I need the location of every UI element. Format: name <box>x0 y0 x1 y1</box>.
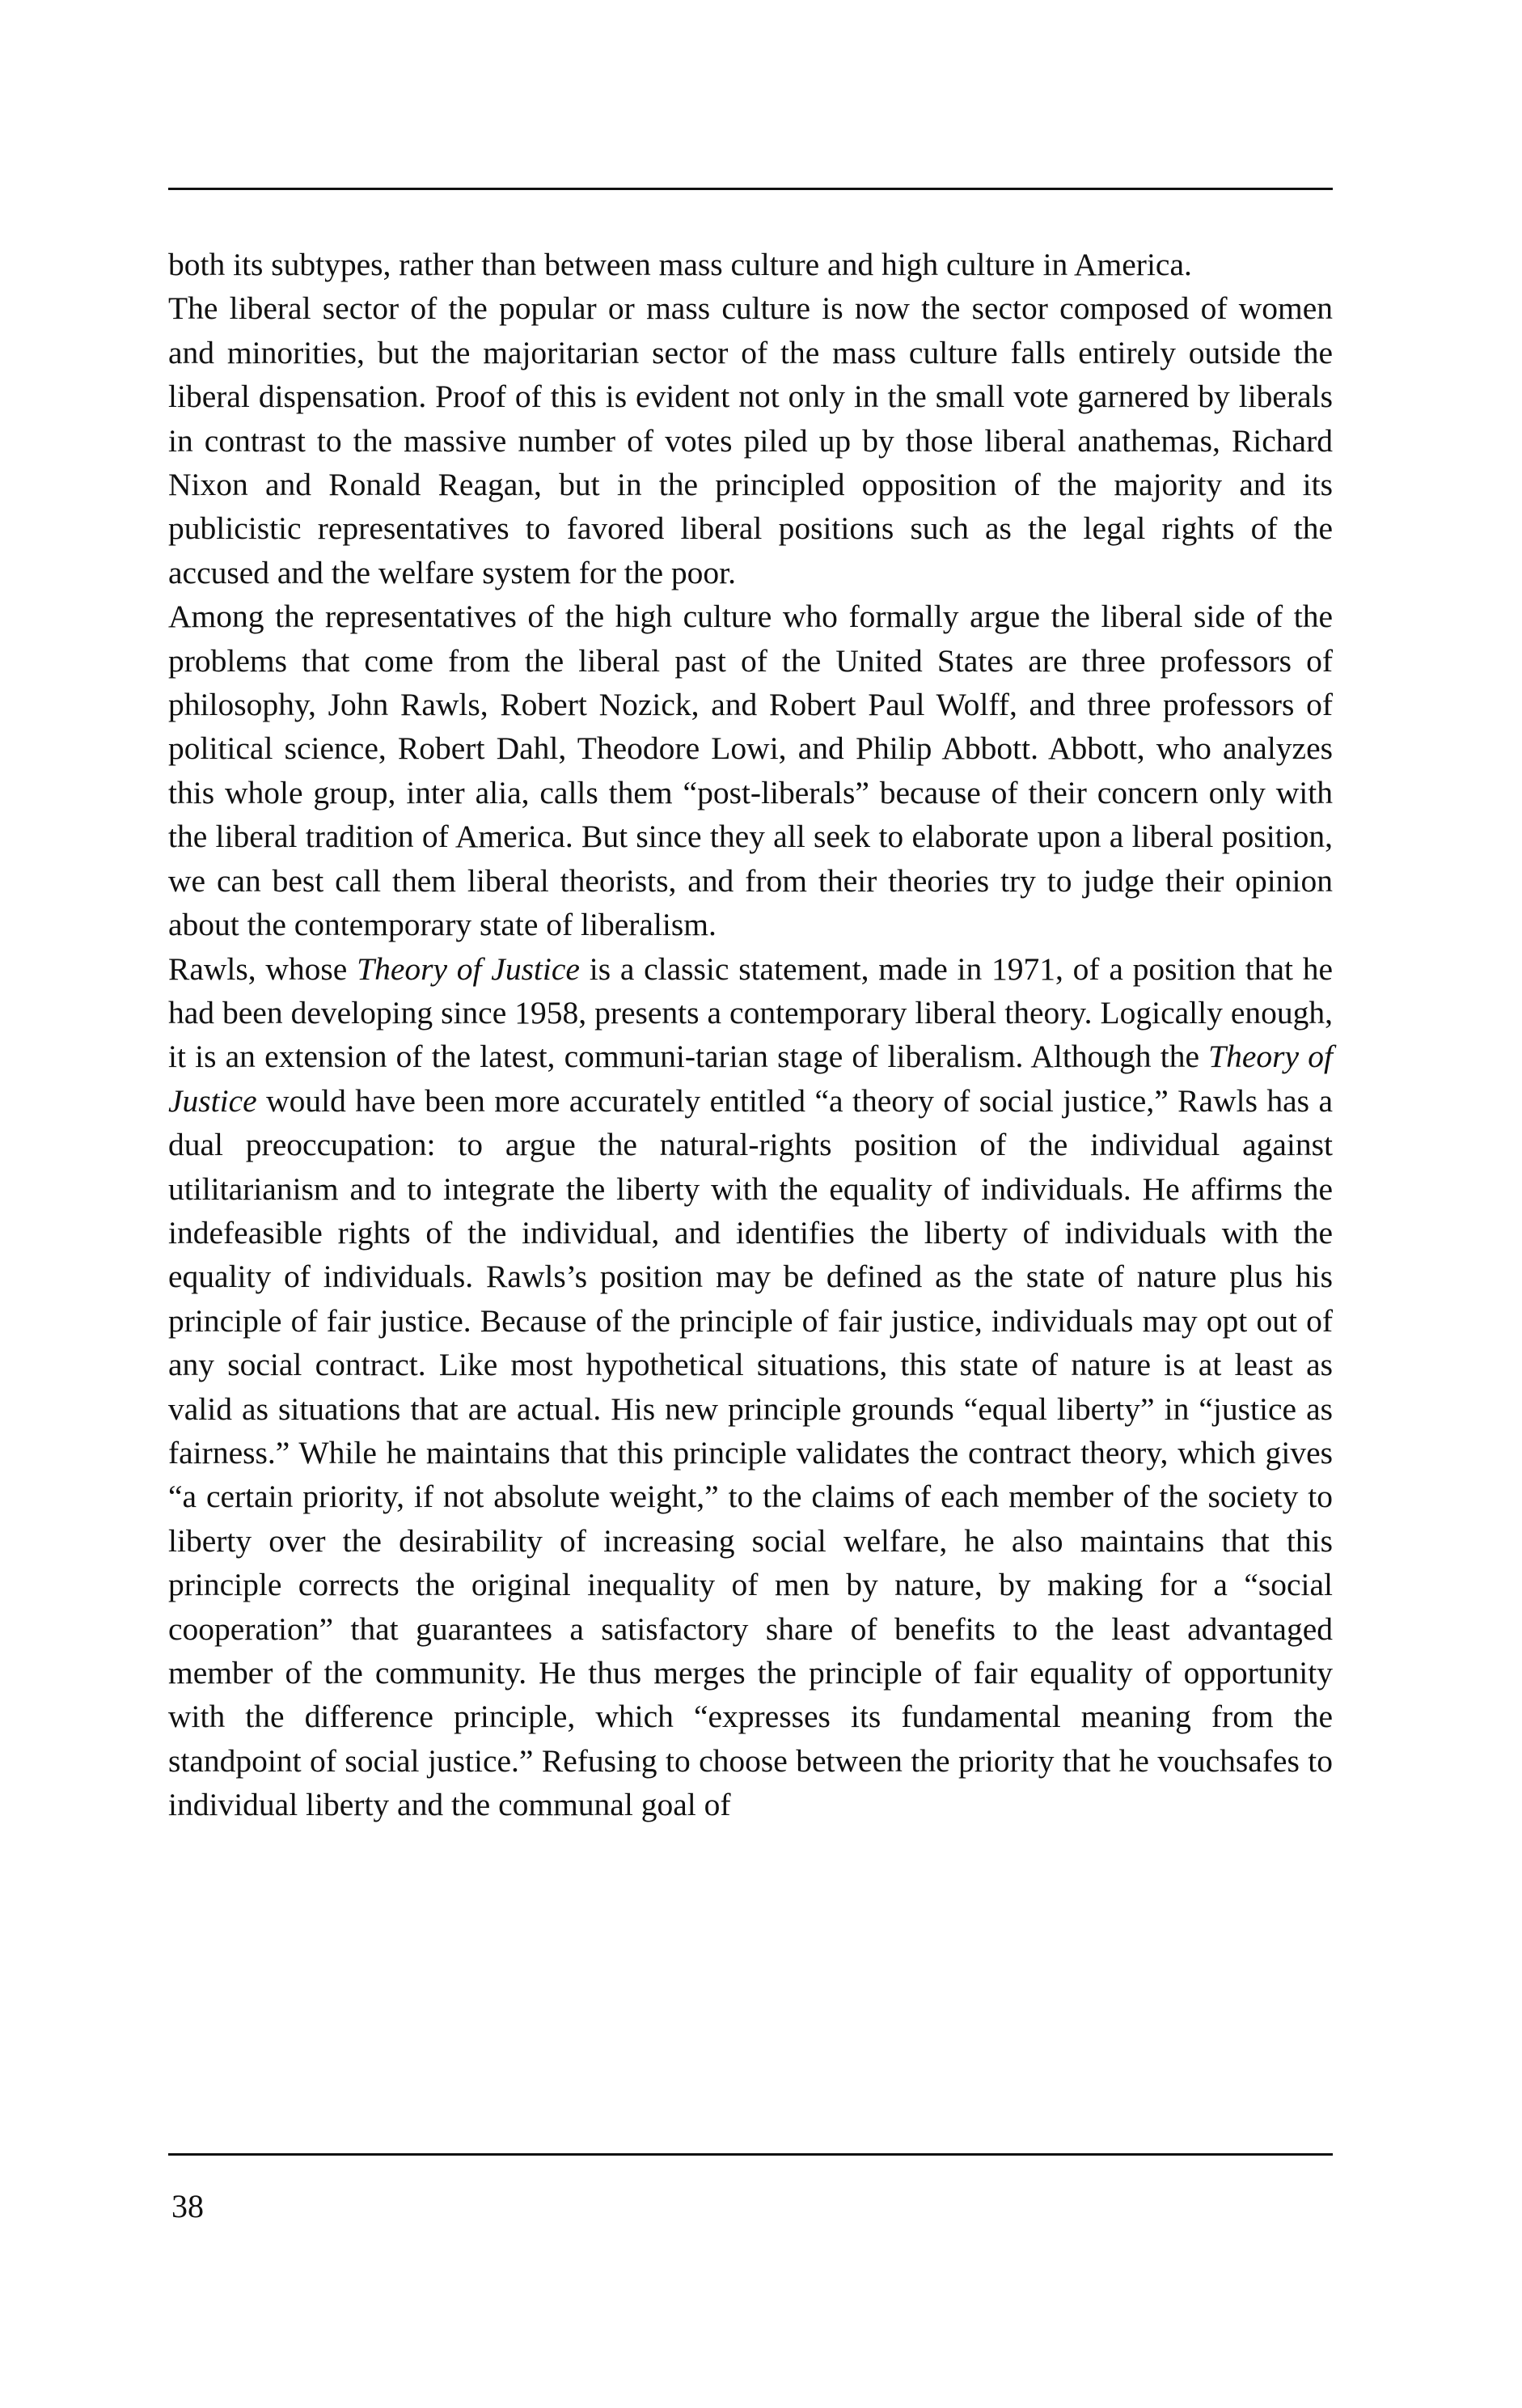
page-number: 38 <box>171 2188 204 2224</box>
paragraph-4-part-1: Rawls, whose <box>168 950 357 987</box>
book-title-italic-1: Theory of Justice <box>357 950 580 987</box>
paragraph-4-part-2: is a classic statement, made in 1971, of a position that he had been developing since 1958, presents a contemporary liberal theory. Logically enough, it is an extension of the latest, communi-tarian stage of liberalism. Although the <box>168 950 1333 1075</box>
body-text <box>168 243 1333 1827</box>
book-title-italic-2: Theory of Justice <box>168 1039 1333 1119</box>
paragraph-1: both its subtypes, rather than between mass culture and high culture in America. <box>168 247 1192 282</box>
paragraph-2: The liberal sector of the popular or mass culture is now the sector composed of women and minorities, but the majoritarian sector of the mass culture falls entirely outside the liberal dispensation. Proof of this is evident not only in the small vote garnered by liberals in contrast to the massive number of votes piled up by those liberal anathemas, Richard Nixon and Ronald Reagan, but in the principled opposition of the majority and its publicistic representatives to favored liberal positions such as the legal rights of the accused and the welfare system for the poor. <box>168 290 1333 590</box>
paragraph-4-part-3: would have been more accurately entitled “a theory of social justice,” Rawls has a dual preoccupation: to argue the natural-rights position of the individual against utilitarianism and to integrate the liberty with the equality of individuals. He affirms the indefeasible rights of the individual, and identifies the liberty of individuals with the equality of individuals. Rawls’s position may be defined as the state of nature plus his principle of fair justice. Because of the principle of fair justice, individuals may opt out of any social contract. Like most hypothetical situations, this state of nature is at least as valid as situations that are actual. His new principle grounds “equal liberty” in “justice as fairness.” While he maintains that this principle validates the contract theory, which gives “a certain priority, if not absolute weight,” to the claims of each member of the society to liberty over the desirability of increasing social welfare, he also maintains that this principle corrects the original inequality of men by nature, by making for a “social cooperation” that guarantees a satisfactory share of benefits to the least advantaged member of the community. He thus merges the principle of fair equality of opportunity with the difference principle, which “expresses its fundamental meaning from the standpoint of social justice.” Refusing to choose between the priority that he vouchsafes to individual liberty and the communal goal of <box>168 1082 1333 1823</box>
paragraph-4 <box>168 947 1333 1827</box>
bottom-rule <box>168 2153 1333 2156</box>
top-rule <box>168 188 1333 190</box>
paragraph-3: Among the representatives of the high culture who formally argue the liberal side of the problems that come from the liberal past of the United States are three professors of philosophy, John Rawls, Robert Nozick, and Robert Paul Wolff, and three professors of political science, Robert Dahl, Theodore Lowi, and Philip Abbott. Abbott, who analyzes this whole group, inter alia, calls them “post-liberals” because of their concern only with the liberal tradition of America. But since they all seek to elaborate upon a liberal position, we can best call them liberal theorists, and from their theories try to judge their opinion about the contemporary state of liberalism. <box>168 599 1333 943</box>
